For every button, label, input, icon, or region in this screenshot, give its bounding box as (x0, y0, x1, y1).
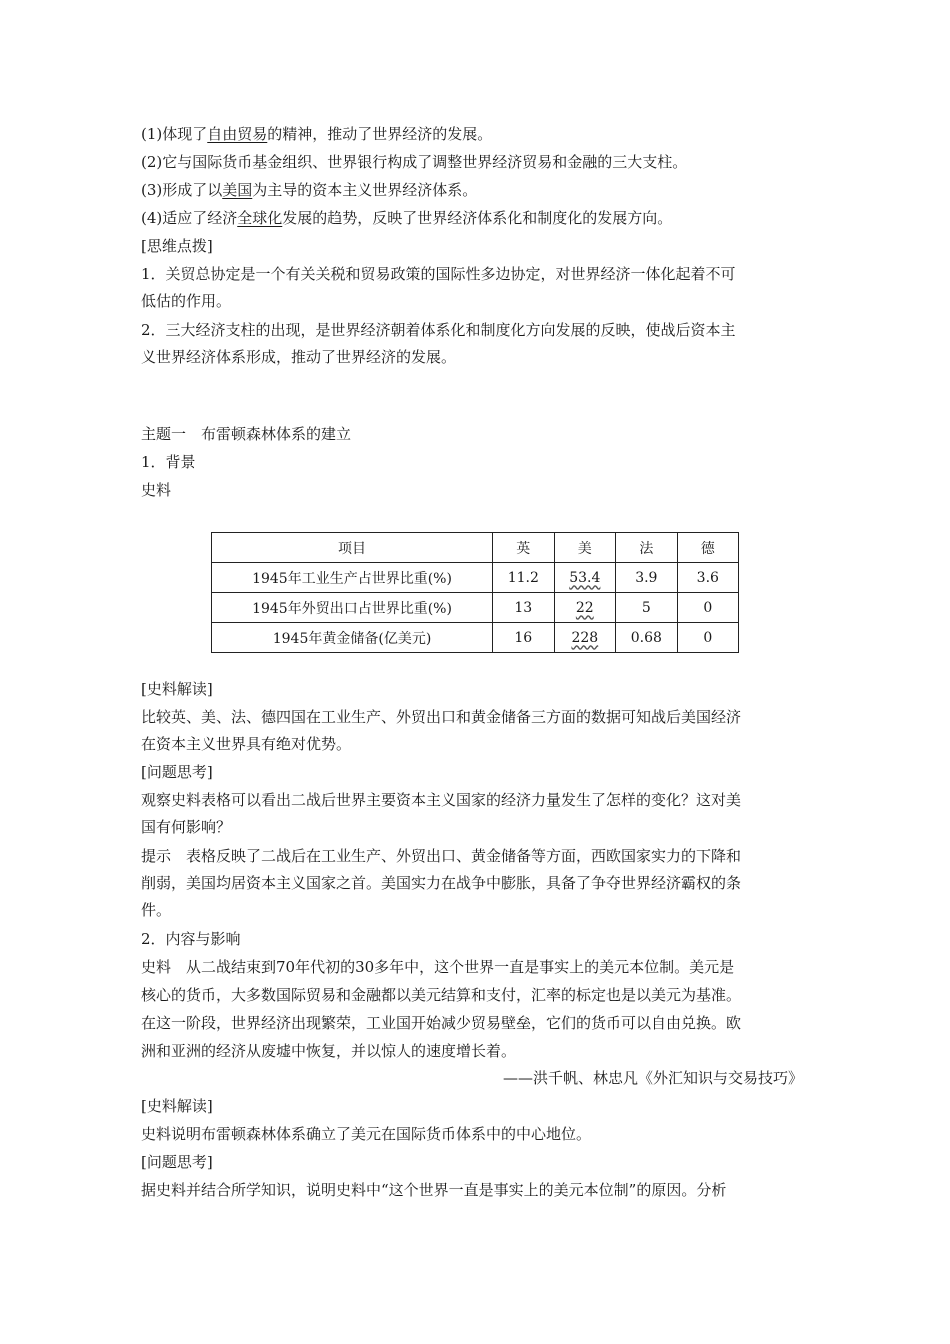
hint-line: 件。 (141, 901, 172, 919)
source-line: 核心的货币，大多数国际贸易和金融都以美元结算和支付，汇率的标定也是以美元为基准。 (141, 986, 742, 1004)
question-line: 国有何影响？ (141, 818, 232, 836)
point-1: (1)体现了自由贸易的精神，推动了世界经济的发展。 (141, 125, 493, 143)
table-cell: 0 (677, 623, 738, 653)
source-line: 洲和亚洲的经济从废墟中恢复，并以惊人的速度增长着。 (141, 1042, 517, 1060)
hint-line: 提示 表格反映了二战后在工业生产、外贸出口、黄金储备等方面，西欧国家实力的下降和 (141, 847, 742, 865)
section-2-title: 2．内容与影响 (141, 930, 241, 948)
table-row (212, 593, 739, 623)
table-cell: 5 (616, 593, 678, 623)
table-cell: 0 (677, 593, 738, 623)
source-line: 史料 从二战结束到70年代初的30多年中，这个世界一直是事实上的美元本位制。美元是 (141, 958, 735, 976)
source-line: 在这一阶段，世界经济出现繁荣，工业国开始减少贸易壁垒，它们的货币可以自由兑换。欧 (141, 1014, 742, 1032)
table-cell: 3.9 (616, 563, 678, 593)
point-4: (4)适应了经济全球化发展的趋势，反映了世界经济体系化和制度化的发展方向。 (141, 209, 673, 227)
section-1-title: 1．背景 (141, 453, 196, 471)
source-citation: ——洪千帆、林忠凡《外汇知识与交易技巧》 (502, 1069, 803, 1087)
underlined-term: 自由贸易 (207, 125, 268, 143)
header-cell: 美 (554, 533, 616, 563)
table-cell (554, 623, 616, 653)
reading-line: 比较英、美、法、德四国在工业生产、外贸出口和黄金储备三方面的数据可知战后美国经济 (141, 708, 742, 726)
point-2: (2)它与国际货币基金组织、世界银行构成了调整世界经济贸易和金融的三大支柱。 (141, 153, 688, 171)
table-cell: 0.68 (616, 623, 678, 653)
reading-heading: [史料解读] (141, 1097, 213, 1115)
tip-1-line-1: 1．关贸总协定是一个有关关税和贸易政策的国际性多边协定，对世界经济一体化起着不可 (141, 265, 736, 283)
reading-line: 史料说明布雷顿森林体系确立了美元在国际货币体系中的中心地位。 (141, 1125, 592, 1143)
table-cell: 16 (493, 623, 555, 653)
underlined-term: 美国 (222, 181, 253, 199)
underlined-term: 全球化 (237, 209, 283, 227)
data-table (211, 532, 739, 653)
hint-line: 削弱，美国均居资本主义国家之首。美国实力在战争中膨胀，具备了争夺世界经济霸权的条 (141, 874, 742, 892)
emphasized-value: 228 (571, 629, 599, 646)
table-header-row (212, 533, 739, 563)
question-line: 据史料并结合所学知识，说明史料中“这个世界一直是事实上的美元本位制”的原因。分析 (141, 1181, 727, 1199)
question-heading: [问题思考] (141, 763, 213, 781)
table-cell: 13 (493, 593, 555, 623)
question-heading: [问题思考] (141, 1153, 213, 1171)
emphasized-value: 53.4 (569, 569, 601, 586)
table-row (212, 623, 739, 653)
table-cell: 3.6 (677, 563, 738, 593)
table-cell: 1945年工业生产占世界比重(%) (212, 563, 493, 593)
reading-heading: [史料解读] (141, 680, 213, 698)
tip-1-line-2: 低估的作用。 (141, 292, 232, 310)
tip-2-line-1: 2．三大经济支柱的出现，是世界经济朝着体系化和制度化方向发展的反映，使战后资本主 (141, 321, 736, 339)
header-cell: 德 (677, 533, 738, 563)
table-cell: 11.2 (493, 563, 555, 593)
topic-title: 主题一 布雷顿森林体系的建立 (141, 425, 352, 443)
header-cell: 项目 (212, 533, 493, 563)
source-label: 史料 (141, 481, 172, 499)
table-cell: 1945年黄金储备(亿美元) (212, 623, 493, 653)
header-cell: 英 (493, 533, 555, 563)
emphasized-value: 22 (575, 599, 594, 616)
table-row (212, 563, 739, 593)
tips-heading: [思维点拨] (141, 237, 213, 255)
point-3: (3)形成了以美国为主导的资本主义世界经济体系。 (141, 181, 478, 199)
reading-line: 在资本主义世界具有绝对优势。 (141, 735, 352, 753)
table-cell (554, 593, 616, 623)
tip-2-line-2: 义世界经济体系形成，推动了世界经济的发展。 (141, 348, 457, 366)
table-cell (554, 563, 616, 593)
question-line: 观察史料表格可以看出二战后世界主要资本主义国家的经济力量发生了怎样的变化？这对美 (141, 791, 742, 809)
table-cell: 1945年外贸出口占世界比重(%) (212, 593, 493, 623)
header-cell: 法 (616, 533, 678, 563)
